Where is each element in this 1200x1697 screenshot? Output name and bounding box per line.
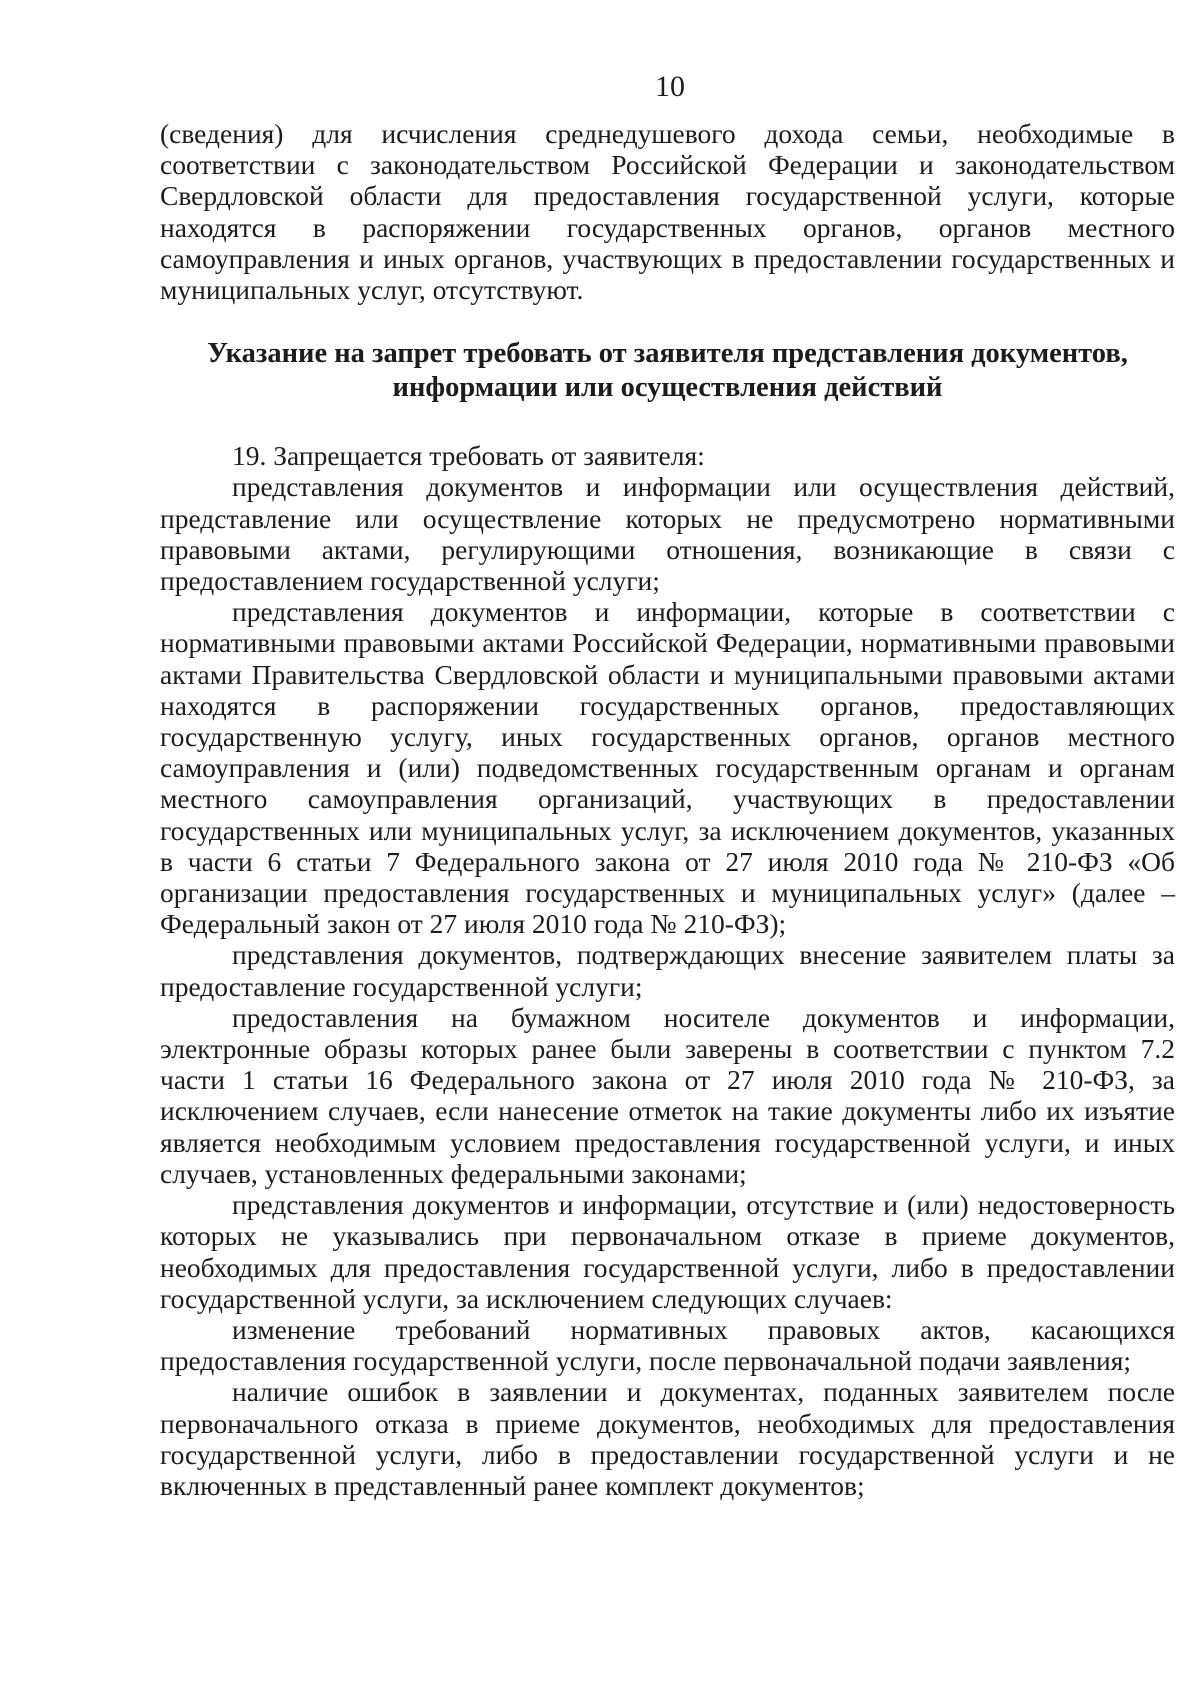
paragraph-item-19: 19. Запрещается требовать от заявителя:: [232, 440, 705, 472]
page-number: 10: [655, 70, 685, 103]
paragraph-prohibition-1: представления документов и информации или осуществления действий, представление или осуществление которых не предусмотрено нормативными правовыми актами, регулирующими отношения, возникающие в связи с предоставлением государственной услуги;: [160, 471, 1175, 597]
section-heading-line-2: информации или осуществления действий: [392, 372, 943, 404]
document-body: [160, 118, 1175, 1501]
section-heading: [160, 337, 1175, 405]
section-heading-line-1: Указание на запрет требовать от заявителя представления документов,: [207, 338, 1128, 370]
paragraph-prohibition-3: представления документов, подтверждающих внесение заявителем платы за предоставление государственной услуги;: [160, 939, 1175, 1002]
paragraph-prohibition-5: представления документов и информации, отсутствие и (или) недостоверность которых не указывались при первоначальном отказе в приеме документов, необходимых для предоставления государственной услуги, либо в предоставлении государственной услуги, за исключением следующих случаев:: [160, 1189, 1175, 1314]
paragraph-exception-1: изменение требований нормативных правовых актов, касающихся предоставления государственной услуги, после первоначальной подачи заявления;: [160, 1313, 1175, 1377]
paragraph-prohibition-4: предоставления на бумажном носителе документов и информации, электронные образы которых ранее были заверены в соответствии с пунктом 7.2 части 1 статьи 16 Федерального закона от 27 июля 2010 года № 210-ФЗ, за исключением случаев, если нанесение отметок на такие документы либо их изъятие является необходимым условием предоставления государственной услуги, и иных случаев, установленных федеральными законами;: [160, 1001, 1175, 1189]
paragraph-prohibition-2: представления документов и информации, которые в соответствии с нормативными правовыми актами Российской Федерации, нормативными правовыми актами Правительства Свердловской области и муниципальными правовыми актами находятся в распоряжении государственных органов, предоставляющих государственную услугу, иных государственных органов, органов местного самоуправления и (или) подведомственных государственным органам и органам местного самоуправления организаций, участвующих в предоставлении государственных или муниципальных услуг, за исключением документов, указанных в части 6 статьи 7 Федерального закона от 27 июля 2010 года № 210-ФЗ «Об организации предоставления государственных и муниципальных услуг» (далее – Федеральный закон от 27 июля 2010 года № 210-ФЗ);: [160, 596, 1175, 940]
intro-paragraph: (сведения) для исчисления среднедушевого дохода семьи, необходимые в соответствии с законодательством Российской Федерации и законодательством Свердловской области для предоставления государственной услуги, которые находятся в распоряжении государственных органов, органов местного самоуправления и иных органов, участвующих в предоставлении государственных и муниципальных услуг, отсутствуют.: [160, 118, 1175, 306]
paragraph-exception-2: наличие ошибок в заявлении и документах, поданных заявителем после первоначального отказа в приеме документов, необходимых для предоставления государственной услуги, либо в предоставлении государственной услуги и не включенных в представленный ранее комплект документов;: [160, 1376, 1175, 1501]
